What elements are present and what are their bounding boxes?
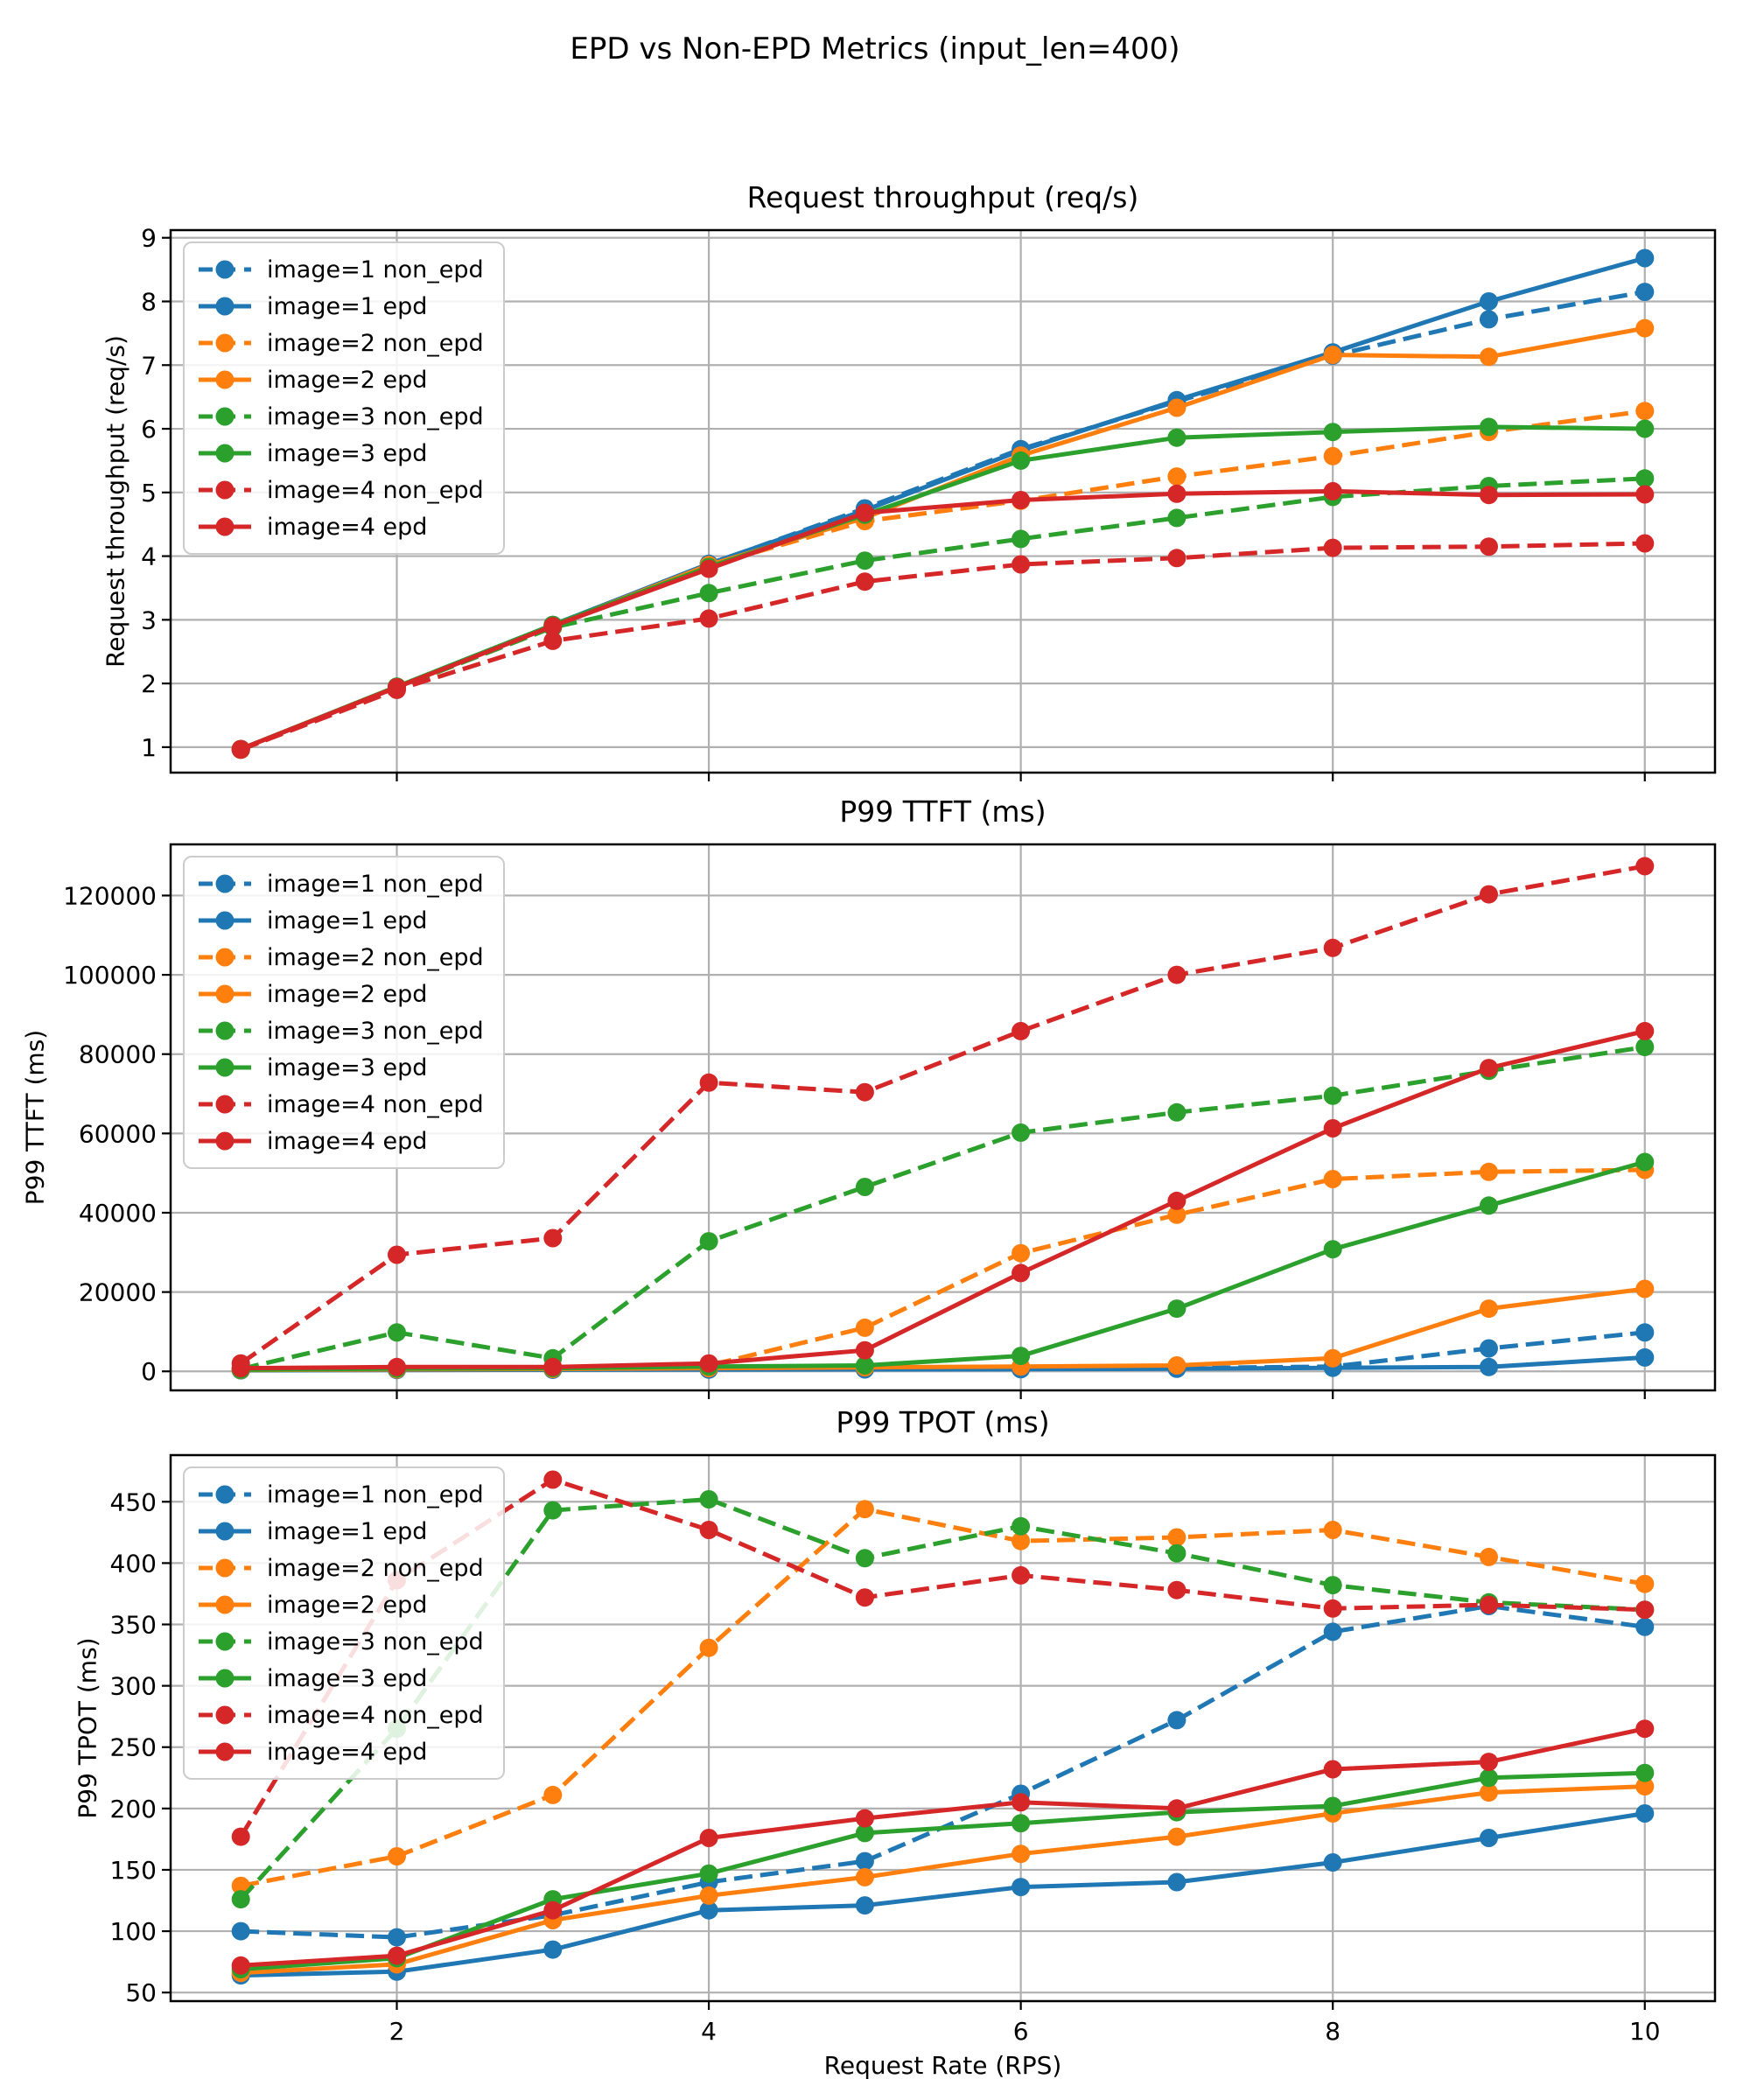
data-point-marker: [1167, 1356, 1186, 1375]
legend-item-label: image=2 non_epd: [267, 329, 484, 357]
data-point-marker: [856, 1896, 874, 1914]
data-point-marker: [1167, 1711, 1186, 1729]
legend-marker-icon: [197, 514, 253, 539]
legend-item-label: image=1 non_epd: [267, 256, 484, 284]
legend-item: [197, 252, 484, 287]
data-point-marker: [1635, 1280, 1654, 1298]
y-tick-label: 20000: [78, 1278, 157, 1307]
chart-title-tpot: P99 TPOT (ms): [836, 1405, 1050, 1439]
y-tick-label: 0: [141, 1357, 157, 1387]
data-point-marker: [856, 1588, 874, 1606]
data-point-marker: [232, 1828, 250, 1846]
data-point-marker: [700, 1232, 718, 1250]
legend-item-label: image=4 non_epd: [267, 1090, 484, 1118]
data-point-marker: [1635, 1323, 1654, 1341]
data-point-marker: [1324, 1349, 1342, 1368]
data-point-marker: [1480, 537, 1498, 556]
data-point-marker: [1635, 1719, 1654, 1738]
legend-marker-icon: [197, 1055, 253, 1080]
y-tick-label: 1: [141, 732, 157, 762]
legend-item-label: image=3 non_epd: [267, 1628, 484, 1656]
legend-marker-icon: [197, 368, 253, 392]
data-point-marker: [232, 740, 250, 759]
y-axis-label-tpot: P99 TPOT (ms): [73, 1637, 102, 1819]
data-point-marker: [1324, 423, 1342, 441]
x-axis-label: Request Rate (RPS): [823, 2051, 1062, 2080]
legend-item-label: image=1 epd: [267, 1517, 428, 1545]
data-point-marker: [700, 1829, 718, 1847]
legend-marker-icon: [197, 1740, 253, 1764]
data-point-marker: [1012, 1124, 1030, 1142]
data-point-marker: [1324, 1521, 1342, 1539]
legend-item-label: image=2 epd: [267, 366, 428, 394]
data-point-marker: [1012, 1264, 1030, 1282]
legend-item: [197, 436, 484, 471]
y-tick-label: 400: [109, 1549, 157, 1578]
data-point-marker: [1324, 1576, 1342, 1594]
legend-item: [197, 1514, 484, 1549]
data-point-marker: [1012, 1347, 1030, 1365]
data-point-marker: [1480, 347, 1498, 366]
x-tick-label: 8: [1325, 2017, 1341, 2046]
y-tick-label: 350: [109, 1610, 157, 1640]
series-line: [241, 1162, 1645, 1369]
data-point-marker: [1635, 857, 1654, 875]
data-point-marker: [700, 560, 718, 578]
legend-item: [197, 1661, 484, 1696]
figure-title: EPD vs Non-EPD Metrics (input_len=400): [570, 32, 1180, 66]
data-point-marker: [1480, 1299, 1498, 1318]
data-point-marker: [856, 1852, 874, 1871]
legend-item: [197, 940, 484, 975]
legend-item: [197, 976, 484, 1012]
legend-marker-icon: [197, 331, 253, 355]
data-point-marker: [232, 1922, 250, 1941]
y-tick-label: 7: [141, 351, 157, 381]
data-point-marker: [856, 1810, 874, 1828]
data-point-marker: [232, 1359, 250, 1377]
data-point-marker: [700, 1074, 718, 1092]
y-tick-label: 450: [109, 1488, 157, 1517]
data-point-marker: [1635, 402, 1654, 420]
data-point-marker: [388, 678, 406, 696]
legend-item-label: image=2 epd: [267, 980, 428, 1008]
legend-item-label: image=2 epd: [267, 1591, 428, 1619]
legend-marker-icon: [197, 908, 253, 933]
data-point-marker: [1480, 417, 1498, 436]
data-point-marker: [1324, 1240, 1342, 1258]
legend-item: [197, 289, 484, 324]
legend-marker-icon: [197, 1556, 253, 1580]
data-point-marker: [856, 504, 874, 522]
y-tick-label: 5: [141, 478, 157, 508]
data-point-marker: [543, 1502, 562, 1520]
legend-marker-icon: [197, 478, 253, 502]
legend-item-label: image=4 epd: [267, 513, 428, 541]
y-axis-label-throughput: Request throughput (req/s): [101, 335, 130, 668]
legend-item: [197, 472, 484, 508]
legend-marker-icon: [197, 1519, 253, 1544]
y-tick-label: 100: [109, 1917, 157, 1947]
legend-marker-icon: [197, 257, 253, 282]
legend-item: [197, 1124, 484, 1158]
data-point-marker: [1324, 1119, 1342, 1138]
data-point-marker: [1012, 1517, 1030, 1536]
data-point-marker: [1480, 1340, 1498, 1358]
legend-item: [197, 1013, 484, 1048]
data-point-marker: [232, 1956, 250, 1975]
legend-item: [197, 399, 484, 434]
y-tick-label: 300: [109, 1671, 157, 1701]
data-point-marker: [700, 1490, 718, 1508]
y-tick-label: 3: [141, 606, 157, 635]
data-point-marker: [856, 1319, 874, 1337]
legend-marker-icon: [197, 945, 253, 970]
data-point-marker: [700, 1886, 718, 1905]
data-point-marker: [1324, 539, 1342, 557]
data-point-marker: [1012, 1793, 1030, 1811]
data-point-marker: [1324, 447, 1342, 466]
data-point-marker: [1012, 1878, 1030, 1896]
data-point-marker: [388, 1358, 406, 1376]
data-point-marker: [1324, 482, 1342, 500]
data-point-marker: [1324, 1600, 1342, 1618]
legend-item-label: image=1 non_epd: [267, 1480, 484, 1508]
data-point-marker: [1480, 1829, 1498, 1847]
y-tick-label: 50: [125, 1978, 157, 2008]
data-point-marker: [1635, 1804, 1654, 1823]
legend-marker-icon: [197, 1129, 253, 1153]
data-point-marker: [1324, 1760, 1342, 1779]
data-point-marker: [1480, 1059, 1498, 1077]
legend-item-label: image=4 non_epd: [267, 476, 484, 504]
data-point-marker: [700, 584, 718, 602]
legend-item: [197, 1698, 484, 1732]
data-point-marker: [1012, 556, 1030, 574]
data-point-marker: [1635, 1600, 1654, 1619]
x-tick-label: 6: [1012, 2017, 1029, 2046]
chart-title-ttft: P99 TTFT (ms): [839, 794, 1046, 829]
data-point-marker: [1012, 1244, 1030, 1263]
data-point-marker: [1012, 1844, 1030, 1863]
data-point-marker: [1324, 1170, 1342, 1188]
data-point-marker: [1635, 535, 1654, 553]
data-point-marker: [1480, 292, 1498, 311]
legend-item: [197, 1050, 484, 1085]
data-point-marker: [543, 1229, 562, 1248]
y-axis-label-ttft: P99 TTFT (ms): [20, 1029, 50, 1206]
data-point-marker: [1167, 1799, 1186, 1817]
data-point-marker: [1012, 529, 1030, 548]
legend-marker-icon: [197, 1092, 253, 1116]
legend-item: [197, 1087, 484, 1122]
data-point-marker: [700, 1639, 718, 1657]
legend-item-label: image=3 epd: [267, 1054, 428, 1082]
legend-item: [197, 326, 484, 360]
x-tick-label: 4: [701, 2017, 717, 2046]
y-tick-label: 9: [141, 223, 157, 253]
data-point-marker: [1167, 1581, 1186, 1600]
data-point-marker: [1480, 1163, 1498, 1181]
data-point-marker: [1635, 1348, 1654, 1367]
data-point-marker: [1167, 508, 1186, 527]
chart-title-throughput: Request throughput (req/s): [746, 180, 1139, 214]
legend-item: [197, 1477, 484, 1512]
data-point-marker: [1635, 1022, 1654, 1040]
legend-item-label: image=1 epd: [267, 292, 428, 320]
legend-item-label: image=2 non_epd: [267, 943, 484, 971]
data-point-marker: [1324, 1853, 1342, 1872]
legend-item: [197, 362, 484, 397]
data-point-marker: [1635, 1153, 1654, 1172]
data-point-marker: [1167, 467, 1186, 486]
data-point-marker: [388, 1847, 406, 1866]
data-point-marker: [856, 572, 874, 591]
legend-item: [197, 1550, 484, 1586]
legend-item: [197, 1587, 484, 1622]
data-point-marker: [1012, 1814, 1030, 1832]
data-point-marker: [856, 1549, 874, 1567]
legend-item-label: image=1 epd: [267, 906, 428, 934]
data-point-marker: [1012, 452, 1030, 470]
y-tick-label: 150: [109, 1855, 157, 1885]
data-point-marker: [1635, 1575, 1654, 1593]
data-point-marker: [1167, 429, 1186, 447]
data-point-marker: [388, 1947, 406, 1965]
y-tick-label: 6: [141, 415, 157, 444]
data-point-marker: [1167, 1299, 1186, 1318]
data-point-marker: [543, 617, 562, 635]
y-tick-label: 2: [141, 669, 157, 699]
legend-tpot: [183, 1466, 505, 1780]
legend-marker-icon: [197, 441, 253, 466]
data-point-marker: [1480, 486, 1498, 504]
data-point-marker: [1635, 1764, 1654, 1782]
legend-item-label: image=1 non_epd: [267, 870, 484, 898]
data-point-marker: [1635, 486, 1654, 504]
data-point-marker: [1635, 469, 1654, 487]
legend-item-label: image=3 epd: [267, 439, 428, 467]
legend-ttft: [183, 856, 505, 1169]
y-tick-label: 60000: [78, 1119, 157, 1149]
data-point-marker: [543, 1786, 562, 1804]
data-point-marker: [1480, 1196, 1498, 1214]
series-line: [241, 543, 1645, 750]
legend-marker-icon: [197, 1592, 253, 1617]
data-point-marker: [1167, 1828, 1186, 1846]
data-point-marker: [1167, 1873, 1186, 1892]
data-point-marker: [1635, 1618, 1654, 1636]
data-point-marker: [1012, 491, 1030, 509]
data-point-marker: [543, 1941, 562, 1959]
legend-marker-icon: [197, 872, 253, 896]
y-tick-label: 100000: [63, 961, 157, 990]
legend-throughput: [183, 242, 505, 555]
series-line: [241, 1289, 1645, 1370]
legend-item-label: image=4 epd: [267, 1127, 428, 1155]
data-point-marker: [1324, 939, 1342, 957]
y-tick-label: 80000: [78, 1040, 157, 1069]
legend-item-label: image=2 non_epd: [267, 1554, 484, 1582]
data-point-marker: [1167, 399, 1186, 417]
y-tick-label: 200: [109, 1794, 157, 1824]
data-point-marker: [856, 1868, 874, 1886]
data-point-marker: [1635, 249, 1654, 268]
legend-item-label: image=3 non_epd: [267, 402, 484, 430]
data-point-marker: [388, 1246, 406, 1264]
y-tick-label: 4: [141, 542, 157, 571]
data-point-marker: [1480, 1548, 1498, 1566]
legend-marker-icon: [197, 1629, 253, 1654]
data-point-marker: [1635, 420, 1654, 438]
legend-item: [197, 1624, 484, 1659]
legend-marker-icon: [197, 1703, 253, 1727]
series-line: [241, 1333, 1645, 1370]
data-point-marker: [700, 1354, 718, 1373]
legend-marker-icon: [197, 1482, 253, 1507]
data-point-marker: [1167, 1529, 1186, 1547]
data-point-marker: [543, 1358, 562, 1376]
legend-item-label: image=3 non_epd: [267, 1017, 484, 1045]
data-point-marker: [388, 1323, 406, 1341]
data-point-marker: [1167, 1192, 1186, 1210]
data-point-marker: [856, 1178, 874, 1196]
data-point-marker: [1324, 1622, 1342, 1641]
legend-item: [197, 866, 484, 901]
data-point-marker: [1324, 1797, 1342, 1816]
data-point-marker: [1012, 1022, 1030, 1040]
legend-marker-icon: [197, 404, 253, 429]
data-point-marker: [1324, 346, 1342, 364]
data-point-marker: [1167, 1544, 1186, 1563]
legend-item: [197, 509, 484, 544]
data-point-marker: [1635, 1038, 1654, 1056]
y-tick-label: 8: [141, 287, 157, 317]
data-point-marker: [700, 1865, 718, 1883]
legend-item-label: image=3 epd: [267, 1664, 428, 1692]
data-point-marker: [856, 1341, 874, 1360]
data-point-marker: [1012, 1566, 1030, 1585]
data-point-marker: [1480, 1596, 1498, 1614]
y-tick-label: 250: [109, 1732, 157, 1762]
x-tick-label: 10: [1628, 2017, 1661, 2046]
data-point-marker: [543, 1471, 562, 1489]
y-tick-label: 40000: [78, 1198, 157, 1228]
data-point-marker: [1167, 966, 1186, 984]
data-point-marker: [1324, 1087, 1342, 1105]
data-point-marker: [700, 609, 718, 627]
data-point-marker: [1480, 1768, 1498, 1787]
legend-marker-icon: [197, 1018, 253, 1043]
data-point-marker: [700, 1521, 718, 1539]
data-point-marker: [1480, 1358, 1498, 1376]
legend-marker-icon: [197, 1666, 253, 1690]
y-tick-label: 120000: [63, 881, 157, 911]
data-point-marker: [1167, 485, 1186, 503]
legend-item-label: image=4 non_epd: [267, 1701, 484, 1729]
data-point-marker: [856, 1500, 874, 1518]
data-point-marker: [1480, 886, 1498, 904]
data-point-marker: [1635, 319, 1654, 338]
legend-marker-icon: [197, 294, 253, 318]
legend-item: [197, 903, 484, 938]
legend-item-label: image=4 epd: [267, 1738, 428, 1766]
data-point-marker: [1167, 1103, 1186, 1122]
data-point-marker: [856, 551, 874, 570]
legend-item: [197, 1734, 484, 1769]
data-point-marker: [1480, 310, 1498, 328]
data-point-marker: [232, 1890, 250, 1908]
series-line: [241, 1787, 1645, 1973]
data-point-marker: [1635, 283, 1654, 301]
data-point-marker: [1480, 1753, 1498, 1771]
data-point-marker: [856, 1083, 874, 1102]
x-tick-label: 2: [388, 2017, 405, 2046]
data-point-marker: [543, 1901, 562, 1920]
data-point-marker: [1167, 549, 1186, 567]
legend-marker-icon: [197, 982, 253, 1006]
data-point-marker: [388, 1928, 406, 1947]
